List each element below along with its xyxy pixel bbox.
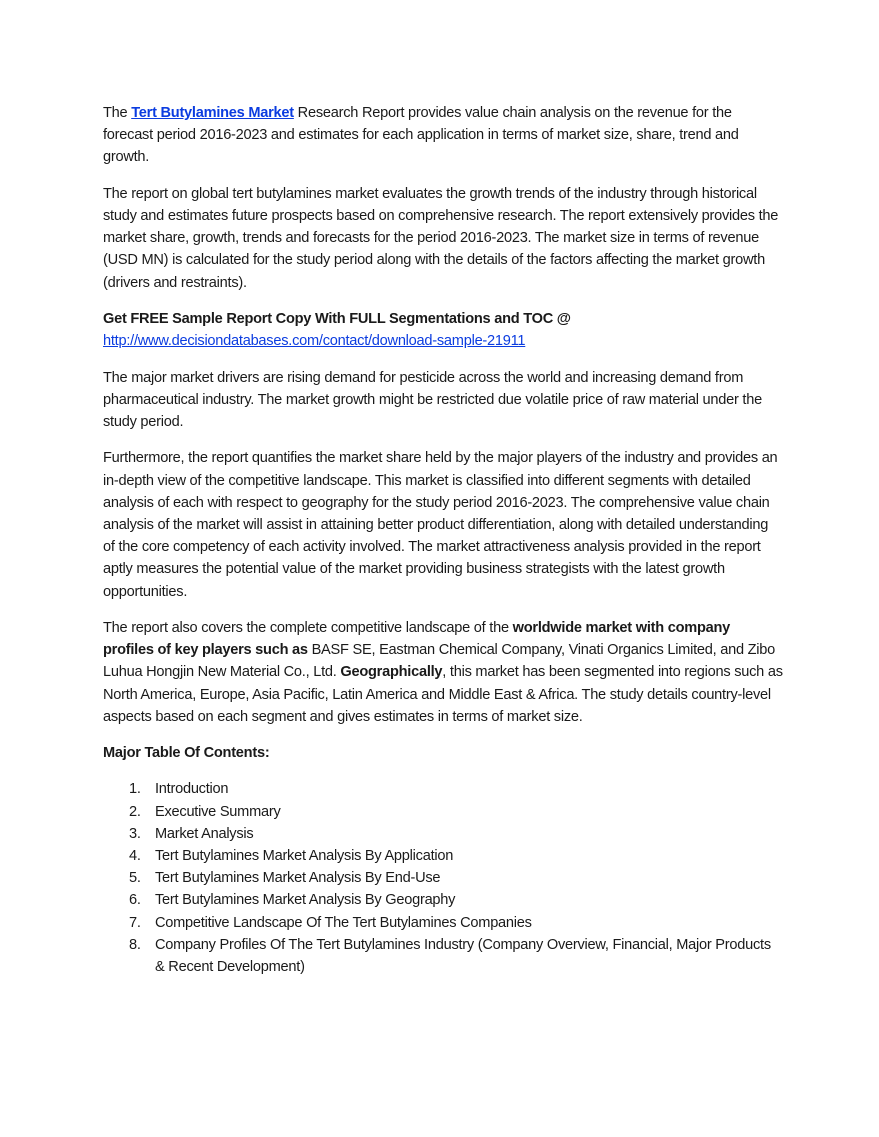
toc-item-number: 7.: [129, 914, 141, 931]
toc-item-number: 2.: [129, 803, 141, 820]
toc-item-text: Tert Butylamines Market Analysis By Geography: [155, 892, 456, 909]
sample-heading: Get FREE Sample Report Copy With FULL Segmentations and TOC @: [103, 311, 571, 327]
key-players-paragraph: [103, 617, 783, 728]
intro-suffix: Research Report provides value chain analysis on the revenue for the forecast period 2016-2023 and estimates for each application in terms of market size, share, trend and growth.: [103, 105, 739, 166]
toc-item-number: 8.: [129, 936, 141, 953]
key-players-text-3: , this market has been segmented into regions such as North America, Europe, Asia Pacific, Latin America and Middle East & Africa. The study details country-level aspects based on each segment and gives estimates in terms of market size.: [103, 664, 783, 725]
toc-item-text: Introduction: [155, 781, 229, 798]
toc-item: [103, 778, 783, 800]
toc-item-number: 1.: [129, 781, 141, 798]
toc-item: [103, 801, 783, 823]
market-link[interactable]: Tert Butylamines Market: [131, 105, 294, 121]
toc-item: [103, 823, 783, 845]
overview-paragraph: The report on global tert butylamines market evaluates the growth trends of the industry through historical study and estimates future prospects based on comprehensive research. The report extensively provides the market share, growth, trends and forecasts for the period 2016-2023. The market size in terms of revenue (USD MN) is calculated for the study period along with the details of the factors affecting the market growth (drivers and restraints).: [103, 185, 779, 291]
toc-item: [103, 934, 783, 978]
sample-url-link[interactable]: http://www.decisiondatabases.com/contact/download-sample-21911: [103, 333, 526, 350]
toc-item-text: Market Analysis: [155, 825, 254, 842]
toc-section: [103, 742, 783, 978]
sample-block: [103, 308, 783, 352]
toc-list: [103, 778, 783, 978]
toc-item-text: Company Profiles Of The Tert Butylamines Industry (Company Overview, Financial, Major Products & Recent Development): [155, 936, 771, 976]
toc-item: [103, 912, 783, 934]
toc-item-number: 3.: [129, 825, 141, 842]
toc-item: [103, 845, 783, 867]
toc-item-text: Executive Summary: [155, 803, 281, 820]
key-players-text-2: BASF SE, Eastman Chemical Company, Vinati Organics Limited, and Zibo Luhua Hongjin New Material Co., Ltd.: [103, 642, 776, 681]
toc-item-text: Competitive Landscape Of The Tert Butylamines Companies: [155, 914, 532, 931]
key-players-bold-1: worldwide market with company profiles of key players such as: [103, 620, 731, 659]
toc-item-text: Tert Butylamines Market Analysis By End-Use: [155, 870, 441, 887]
key-players-bold-2: Geographically: [340, 664, 443, 681]
toc-item-number: 6.: [129, 892, 141, 909]
drivers-paragraph: The major market drivers are rising demand for pesticide across the world and increasing demand from pharmaceutical industry. The market growth might be restricted due volatile price of raw material under the study period.: [103, 369, 762, 430]
toc-item: [103, 889, 783, 911]
toc-heading: Major Table Of Contents:: [103, 745, 270, 762]
key-players-text-1: The report also covers the complete competitive landscape of the: [103, 620, 513, 636]
toc-item-number: 4.: [129, 848, 141, 865]
intro-paragraph: [103, 102, 783, 169]
document-page: [103, 102, 783, 978]
toc-item-number: 5.: [129, 870, 141, 887]
intro-prefix: The: [103, 105, 132, 121]
competitive-paragraph: Furthermore, the report quantifies the market share held by the major players of the industry and provides an in-depth view of the competitive landscape. This market is classified into different segments with detailed analysis of each with respect to geography for the study period 2016-2023. The comprehensive value chain analysis of the market will assist in attaining better product differentiation, along with detailed understanding of the core competency of each activity involved. The market attractiveness analysis provided in the report aptly measures the potential value of the market providing business strategists with the latest growth opportunities.: [103, 450, 778, 600]
toc-item-text: Tert Butylamines Market Analysis By Application: [155, 848, 454, 865]
toc-item: [103, 867, 783, 889]
